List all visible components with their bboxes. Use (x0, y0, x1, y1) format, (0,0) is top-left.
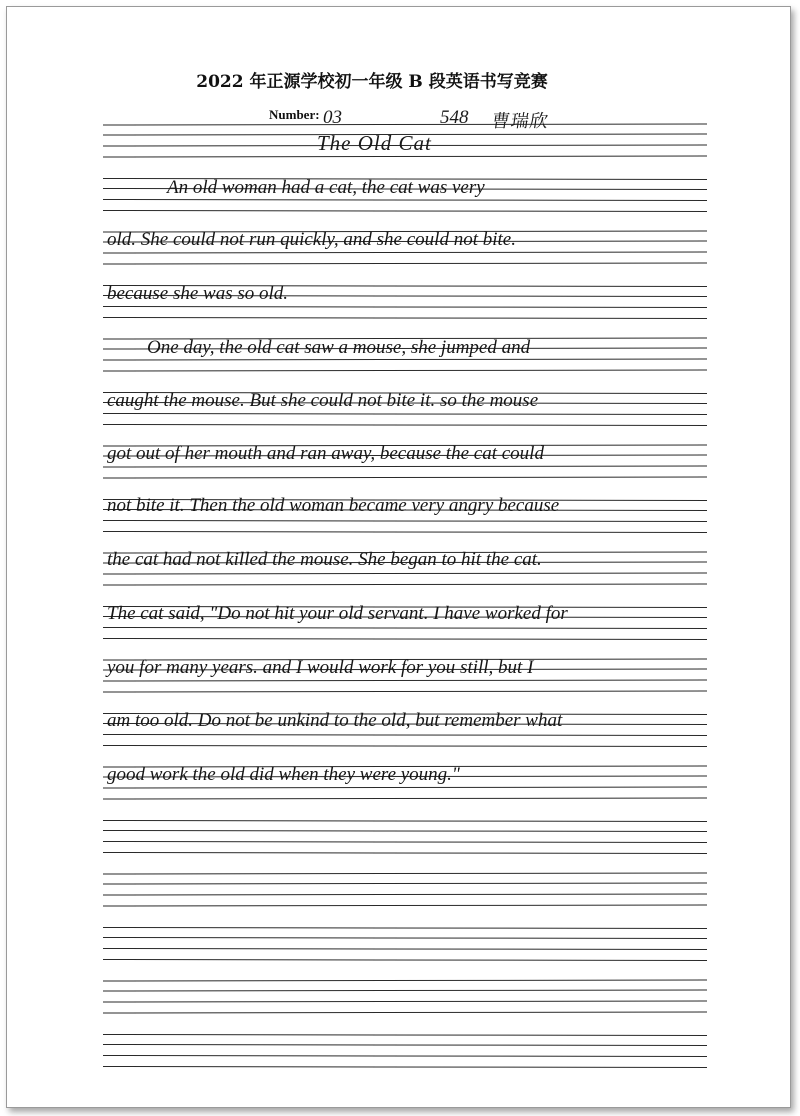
ruled-line (103, 1056, 707, 1057)
ruled-line (103, 584, 707, 585)
essay-line: got out of her mouth and ran away, because the cat could (107, 443, 544, 464)
essay-line: because she was so old. (107, 283, 289, 304)
number-value: 03 (323, 107, 342, 128)
ruled-line (103, 894, 707, 895)
ruled-line (103, 425, 707, 426)
ruled-line (103, 521, 707, 522)
ruled-line (103, 639, 707, 640)
ruled-line (103, 532, 707, 533)
ruled-line (103, 1001, 707, 1002)
ruled-line (103, 211, 707, 212)
ruled-line (103, 466, 707, 467)
ruled-line (103, 628, 707, 629)
ruled-line (103, 853, 707, 854)
ruled-line (103, 787, 707, 788)
ruled-line (103, 414, 707, 415)
essay-line: you for many years. and I would work for you still, but I (107, 657, 534, 678)
student-name: 曹瑞欣 (490, 111, 551, 132)
essay-line: The cat said, "Do not hit your old servant. I have worked for (107, 603, 568, 624)
ruled-line (103, 691, 707, 692)
ruled-line (103, 1035, 707, 1036)
ruled-line (103, 746, 707, 747)
ruled-line (103, 573, 707, 574)
ruled-line (103, 263, 707, 264)
ruled-line (103, 873, 707, 874)
document-page (6, 6, 791, 1108)
ruled-line (103, 1067, 707, 1068)
ruled-line (103, 821, 707, 822)
ruled-line (103, 359, 707, 360)
ruled-line (103, 370, 707, 371)
ruled-line (103, 307, 707, 308)
ruled-line (103, 680, 707, 681)
essay-line: good work the old did when they were young." (107, 764, 460, 785)
ruled-line (103, 477, 707, 478)
ruled-line (103, 1012, 707, 1013)
number-label: Number: (269, 107, 320, 122)
ruled-line (103, 798, 707, 799)
ruled-line (103, 938, 707, 939)
ruled-line (103, 928, 707, 929)
ruled-line (103, 252, 707, 253)
ruled-line (103, 200, 707, 201)
essay-line: not bite it. Then the old woman became very angry because (107, 495, 560, 516)
essay-line: am too old. Do not be unkind to the old, but remember what (107, 710, 563, 731)
ruled-line (103, 960, 707, 961)
ruled-line (103, 883, 707, 884)
ruled-line (103, 124, 707, 125)
ruled-line (103, 735, 707, 736)
ruled-line (103, 905, 707, 906)
ruled-line (103, 1045, 707, 1046)
ruled-line (103, 980, 707, 981)
student-id: 548 (440, 107, 469, 128)
ruled-line (103, 842, 707, 843)
ruled-line (103, 318, 707, 319)
essay-line: old. She could not run quickly, and she could not bite. (107, 229, 516, 250)
essay-line: the cat had not killed the mouse. She began to hit the cat. (107, 549, 542, 570)
ruled-line (103, 831, 707, 832)
ruled-line (103, 990, 707, 991)
competition-title: 2022 年正源学校初一年级 B 段英语书写竞赛 (196, 72, 548, 92)
ruled-line (103, 156, 707, 157)
ruled-line (103, 949, 707, 950)
essay-line: caught the mouse. But she could not bite it. so the mouse (107, 390, 539, 411)
essay-title: The Old Cat (317, 131, 432, 155)
essay-line: An old woman had a cat, the cat was very (167, 177, 485, 198)
essay-line: One day, the old cat saw a mouse, she jumped and (147, 337, 531, 358)
